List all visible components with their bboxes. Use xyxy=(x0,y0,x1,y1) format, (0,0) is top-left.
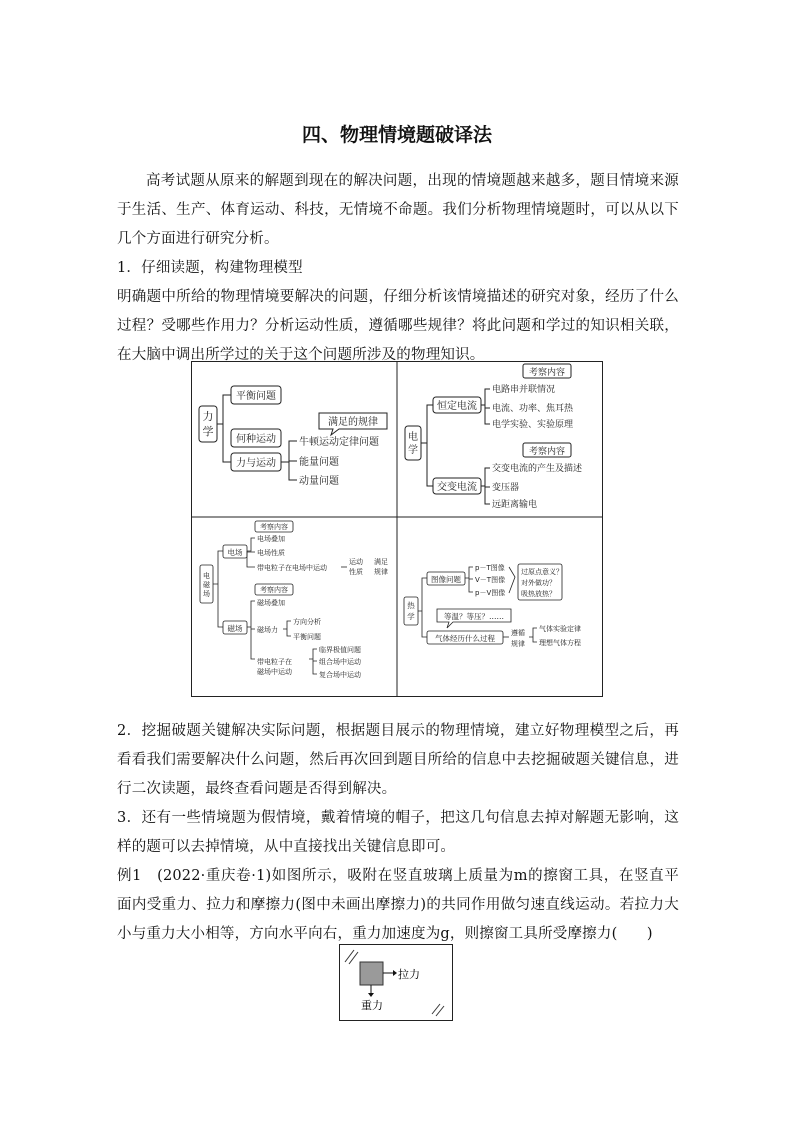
svg-text:性质: 性质 xyxy=(349,568,363,576)
thermo-quadrant xyxy=(404,563,581,648)
svg-text:磁场中运动: 磁场中运动 xyxy=(257,668,292,676)
mech-root: 力 xyxy=(202,410,214,423)
elec-leaf: 电学实验、实验原理 xyxy=(492,420,574,430)
thermo-graph: V－T图像 xyxy=(475,576,506,584)
em-field-quadrant xyxy=(200,521,388,679)
mech-node-motion-type: 何种运动 xyxy=(236,434,276,445)
svg-text:考察内容: 考察内容 xyxy=(528,447,566,457)
svg-text:热: 热 xyxy=(407,601,415,610)
thermo-law: 理想气体方程 xyxy=(539,639,581,647)
section-1-heading: 1．仔细读题，构建物理模型 xyxy=(117,260,303,276)
svg-text:电: 电 xyxy=(408,432,418,443)
thermo-question: 吸热放热？ xyxy=(521,590,556,598)
window-cleaner-figure xyxy=(339,944,453,1021)
thermo-graph: p－T图像 xyxy=(475,564,505,572)
svg-text:带电粒子在: 带电粒子在 xyxy=(257,658,292,666)
svg-text:规律: 规律 xyxy=(374,568,388,576)
thermo-question: 对外做功？ xyxy=(521,579,556,587)
em-leaf: 电场性质 xyxy=(257,549,285,557)
cleaner-block xyxy=(360,962,383,985)
svg-text:学: 学 xyxy=(407,612,415,621)
svg-text:遵循: 遵循 xyxy=(511,629,525,637)
mech-leaf: 牛顿运动定律问题 xyxy=(299,437,379,448)
svg-text:运动: 运动 xyxy=(349,558,363,566)
section-2-paragraph: 2．挖掘破题关键解决实际问题，根据题目展示的物理情境，建立好物理模型之后，再看看我们需要解决什么问题，然后再次回到题目所给的信息中去挖掘破题关键信息，进行二次读题，最终查看问题是否得到解决。 xyxy=(117,723,679,797)
thermo-branch-graph: 图像问题 xyxy=(431,575,461,584)
em-leaf: 电场叠加 xyxy=(257,535,285,543)
em-tag: 考察内容 xyxy=(260,523,288,531)
example-1-paragraph: 例1 (2022·重庆卷·1)如图所示，吸附在竖直玻璃上质量为m的擦窗工具，在竖直平面内受重力、拉力和摩擦力(图中未画出摩擦力)的共同作用做匀速直线运动。若拉力大小与重力大小相等，方向水平向右，重力加速度为g，则擦窗工具所受摩擦力( ) xyxy=(117,868,679,942)
mech-node-equilibrium: 平衡问题 xyxy=(236,391,276,402)
em-leaf: 平衡问题 xyxy=(293,633,321,641)
intro-section xyxy=(117,167,679,370)
em-leaf: 磁场叠加 xyxy=(257,599,285,607)
elec-branch-dc: 恒定电流 xyxy=(437,401,477,412)
svg-text:磁: 磁 xyxy=(203,581,210,589)
intro-paragraph: 高考试题从原来的解题到现在的解决问题，出现的情境题越来越多，题目情境来源于生活、生产、体育运动、科技，无情境不命题。我们分析物理情境题时，可以从以下几个方面进行研究分析。 xyxy=(117,173,679,247)
em-leaf: 临界极值问题 xyxy=(319,646,361,654)
electricity-quadrant xyxy=(405,364,582,510)
em-leaf: 磁场力 xyxy=(257,626,278,634)
body-section xyxy=(117,717,679,949)
section-3-paragraph: 3．还有一些情境题为假情境，戴着情境的帽子，把这几句信息去掉对解题无影响，这样的题可以去掉情境，从中直接找出关键信息即可。 xyxy=(117,810,679,855)
svg-text:规律: 规律 xyxy=(511,640,525,648)
thermo-law: 气体实验定律 xyxy=(539,625,581,633)
mech-node-force-motion: 力与运动 xyxy=(236,458,276,469)
elec-leaf: 电路串并联情况 xyxy=(492,385,556,395)
thermo-question: 过原点意义？ xyxy=(521,568,563,576)
mech-leaf: 能量问题 xyxy=(299,457,339,468)
elec-tag: 考察内容 xyxy=(528,368,566,378)
elec-leaf: 远距离输电 xyxy=(492,500,538,510)
svg-text:电: 电 xyxy=(203,572,210,580)
svg-text:学: 学 xyxy=(408,445,418,456)
mechanics-quadrant xyxy=(199,386,387,487)
svg-text:场: 场 xyxy=(203,590,210,598)
elec-leaf: 变压器 xyxy=(492,483,520,493)
em-leaf: 组合场中运动 xyxy=(319,658,361,666)
gravity-label: 重力 xyxy=(361,999,383,1012)
svg-text:学: 学 xyxy=(202,425,214,438)
em-leaf: 带电粒子在电场中运动 xyxy=(257,564,327,572)
elec-leaf: 交变电流的产生及描述 xyxy=(492,464,583,474)
pull-force-label: 拉力 xyxy=(398,968,420,981)
em-leaf: 方向分析 xyxy=(293,618,321,626)
thermo-graph: p－V图像 xyxy=(475,589,506,597)
physics-mind-map xyxy=(191,361,603,697)
mech-callout: 满足的规律 xyxy=(328,417,378,428)
thermo-callout: 等温？等压？…… xyxy=(444,612,504,621)
em-branch-electric: 电场 xyxy=(227,548,243,557)
em-branch-magnetic: 磁场 xyxy=(227,624,243,633)
thermo-branch-process: 气体经历什么过程 xyxy=(435,634,495,643)
elec-leaf: 电流、功率、焦耳热 xyxy=(492,404,574,414)
page-title: 四、物理情境题破译法 xyxy=(301,124,492,146)
section-1-body: 明确题中所给的物理情境要解决的问题，仔细分析该情境描述的研究对象，经历了什么过程？受哪些作用力？分析运动性质，遵循哪些规律？将此问题和学过的知识相关联，在大脑中调出所学过的关于这个问题所涉及的物理知识。 xyxy=(117,289,679,363)
svg-text:满足: 满足 xyxy=(374,558,388,566)
elec-branch-ac: 交变电流 xyxy=(437,482,477,493)
em-leaf: 复合场中运动 xyxy=(319,671,361,679)
mech-leaf: 动量问题 xyxy=(299,476,339,487)
svg-text:考察内容: 考察内容 xyxy=(260,586,288,594)
